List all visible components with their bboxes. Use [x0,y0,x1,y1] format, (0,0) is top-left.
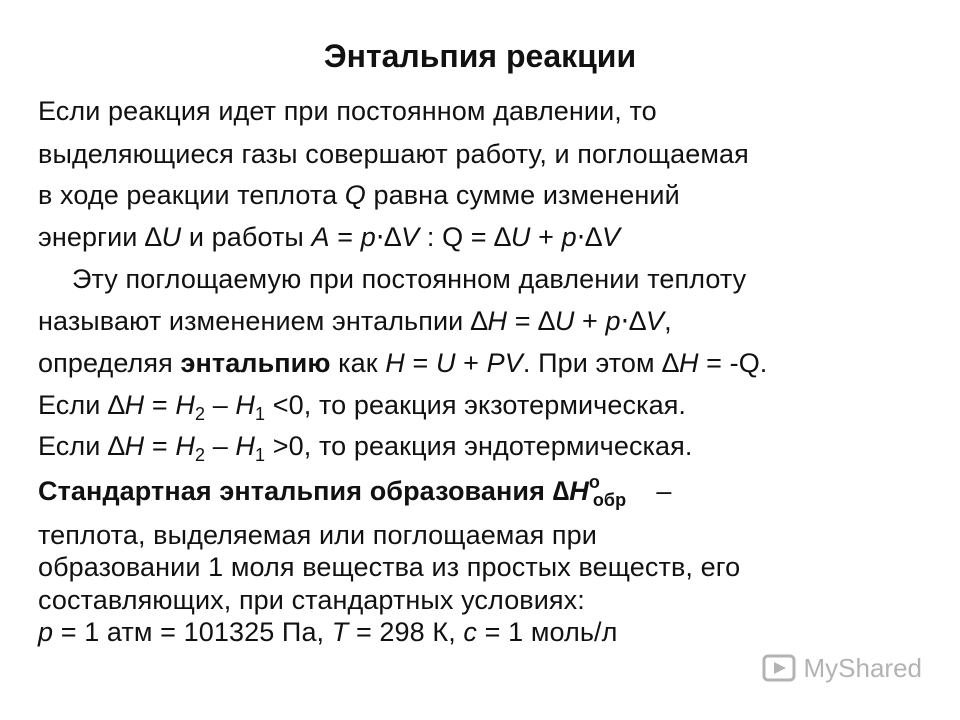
symbol-H: H [124,390,145,420]
symbol-V: V [645,306,665,336]
symbol-H: H [235,431,256,461]
text-fragment: + [530,222,562,252]
text-fragment: в ходе реакции теплота [38,180,345,210]
symbol-V: V [602,222,621,252]
symbol-PV: PV [486,348,523,378]
symbol-p: p [561,222,577,252]
symbol-V: V [401,222,420,252]
symbol-A: A [311,222,330,252]
text-fragment: = -Q. [698,348,768,378]
symbol-T: T [331,617,349,647]
text-line-4 [38,222,620,253]
subscript: 1 [255,445,266,465]
subscript: обр [592,489,627,510]
text-line-10 [38,471,672,510]
text-fragment: : Q = ∆ [419,222,511,252]
subscript: 2 [194,404,206,424]
text-fragment: = 298 К, [348,617,464,647]
text-fragment: – [205,390,236,420]
text-fragment: – [648,476,672,506]
text-line-8 [38,390,687,424]
text-fragment: определяя [38,348,181,378]
symbol-p: p [360,222,376,252]
text-fragment: ⋅∆ [620,306,646,336]
symbol-Q: Q [344,180,366,210]
text-fragment: ⋅∆ [375,222,402,252]
text-fragment: , [664,306,672,336]
text-fragment: и работы [181,222,312,252]
text-line-11: теплота, выделяемая или поглощаемая при [38,520,597,550]
text-fragment: Если ∆ [38,390,125,420]
text-fragment: = 1 моль/л [477,617,618,647]
text-fragment: <0, то реакция экзотермическая. [265,390,687,420]
sup-sub-group [588,471,649,510]
symbol-H: H [175,431,195,461]
subscript: 1 [255,404,266,424]
symbol-H: H [678,348,699,378]
text-fragment: = [144,390,176,420]
symbol-H: H [569,476,589,506]
text-line-9 [38,431,693,465]
symbol-H: H [124,431,145,461]
bold-term-enthalpy: энтальпию [180,348,331,378]
text-fragment: >0, то реакция эндотермическая. [265,431,693,461]
text-fragment: энергии ∆ [38,222,162,252]
superscript: o [588,471,600,492]
symbol-H: H [235,390,256,420]
text-line-1: Если реакция идет при постоянном давлении, то [38,96,657,126]
text-fragment: = [329,222,361,252]
symbol-H: H [487,306,508,336]
text-fragment: + [455,348,487,378]
symbol-U: U [554,306,575,336]
text-fragment: – [205,431,236,461]
watermark [762,650,923,686]
text-fragment: = 1 атм = 101325 Па, [53,617,332,647]
symbol-p: p [38,617,54,647]
text-line-7 [38,348,767,379]
symbol-U: U [510,222,531,252]
text-fragment: = [404,348,436,378]
symbol-U: U [435,348,456,378]
text-line-5: Эту поглощаемую при постоянном давлении теплоту [72,264,747,294]
symbol-H: H [385,348,405,378]
text-line-12: образовании 1 моля вещества из простых веществ, его [38,552,741,582]
text-line-13: составляющих, при стандартных условиях: [38,585,585,615]
text-fragment: как [330,348,386,378]
slide-title: Энтальпия реакции [323,38,637,74]
text-fragment: = ∆ [507,306,555,336]
text-fragment: называют изменением энтальпии ∆ [38,306,488,336]
watermark-logo-icon [762,650,798,686]
watermark-text: MyShared [803,652,922,683]
subscript: 2 [194,445,206,465]
symbol-U: U [161,222,182,252]
text-fragment: . При этом ∆ [522,348,679,378]
text-fragment: равна сумме изменений [365,180,680,210]
text-line-2: выделяющиеся газы совершают работу, и поглощаемая [38,139,749,169]
text-fragment: + [574,306,606,336]
text-fragment: ⋅∆ [576,222,603,252]
text-fragment: Если ∆ [38,431,125,461]
text-line-6 [38,306,672,337]
text-line-3 [38,180,680,211]
text-line-14 [38,617,617,648]
bold-term-standard-enthalpy: Стандартная энтальпия образования ∆ [38,476,570,506]
symbol-H: H [175,390,195,420]
symbol-p: p [605,306,621,336]
text-fragment: = [144,431,176,461]
symbol-c: c [463,617,478,647]
